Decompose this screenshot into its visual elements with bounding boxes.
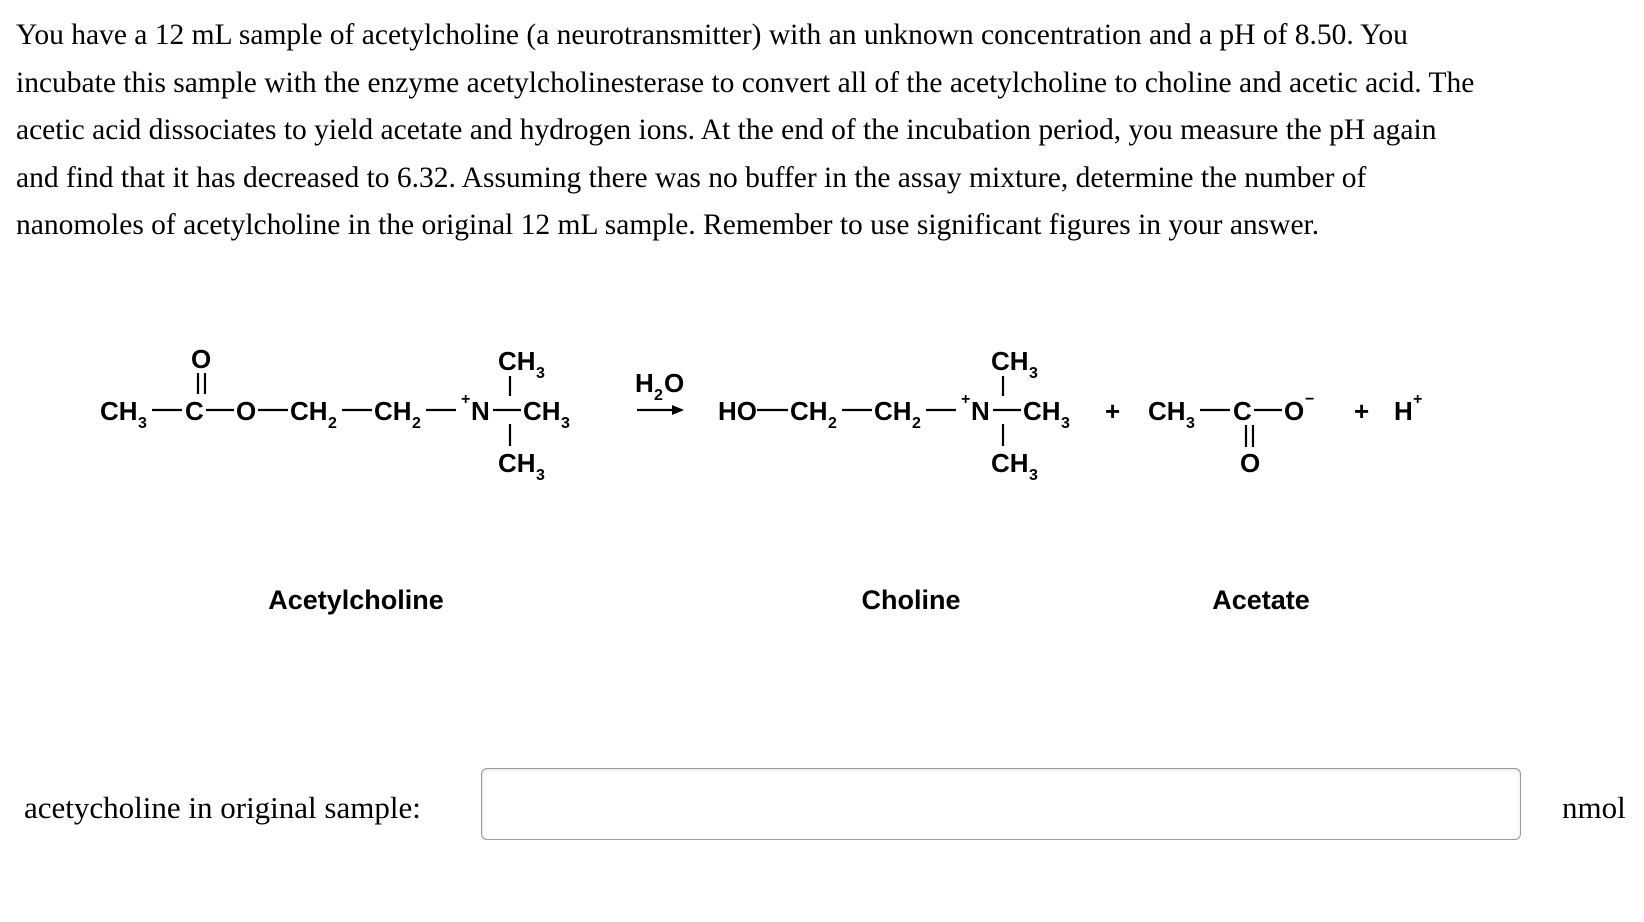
acetylcholine-structure [100, 344, 570, 484]
acetylcholine-label: Acetylcholine [268, 585, 444, 615]
choline-label: Choline [861, 585, 961, 615]
answer-unit: nmol [1562, 790, 1626, 825]
acetate-methyl: CH [1148, 396, 1186, 426]
acetate-carbon: C [1233, 396, 1252, 426]
acetate-label: Acetate [1212, 585, 1310, 615]
acetylcholine-nitrogen: N [471, 396, 490, 426]
acetate-carbonyl-o: O [1240, 448, 1261, 478]
svg-text:+: + [961, 391, 971, 408]
choline-nitrogen: N [971, 396, 990, 426]
svg-text:2: 2 [328, 415, 337, 432]
question-line: You have a 12 mL sample of acetylcholine (a neurotransmitter) with an unknown concentration and a pH of 8.50. You [16, 19, 1408, 51]
acetate-structure [1148, 391, 1314, 478]
svg-text:2: 2 [412, 415, 421, 432]
acetylcholine-ester-o: O [236, 396, 257, 426]
question-line: acetic acid dissociates to yield acetate and hydrogen ions. At the end of the incubation period, you measure the pH again [16, 114, 1437, 146]
svg-text:3: 3 [536, 365, 545, 382]
choline-structure [718, 346, 1070, 484]
question-line: nanomoles of acetylcholine in the original 12 mL sample. Remember to use significant figures in your answer. [16, 209, 1320, 241]
water-o: O [664, 368, 685, 398]
svg-text:3: 3 [1029, 365, 1038, 382]
svg-text:2: 2 [828, 415, 837, 432]
arrow-head-icon [672, 405, 684, 415]
svg-text:−: − [1305, 391, 1315, 408]
proton-h: H [1394, 396, 1413, 426]
question-line: incubate this sample with the enzyme acetylcholinesterase to convert all of the acetylcholine to choline and acetic acid. The [16, 66, 1475, 99]
choline-n-methyl-right: CH [1023, 396, 1061, 426]
svg-text:+: + [1413, 391, 1423, 408]
choline-ch2-b: CH [874, 396, 912, 426]
acetylcholine-carbonyl-o: O [191, 344, 212, 374]
question-text [16, 12, 1626, 250]
svg-text:3: 3 [536, 467, 545, 484]
svg-text:2: 2 [654, 387, 663, 404]
svg-text:+: + [461, 391, 471, 408]
svg-text:3: 3 [138, 415, 147, 432]
plus-sign: + [1105, 396, 1121, 426]
acetylcholine-n-methyl-bottom: CH [498, 448, 536, 478]
acetylcholine-n-methyl-top: CH [498, 346, 536, 376]
reaction-scheme [0, 330, 1644, 630]
svg-text:3: 3 [1186, 415, 1195, 432]
answer-input[interactable] [481, 768, 1521, 840]
acetylcholine-methyl-left: CH [100, 396, 138, 426]
choline-ho: HO [718, 396, 757, 426]
answer-label: acetycholine in original sample: [24, 790, 421, 825]
choline-n-methyl-top: CH [991, 346, 1029, 376]
svg-text:3: 3 [1029, 467, 1038, 484]
svg-text:3: 3 [1061, 415, 1070, 432]
acetylcholine-carbon: C [185, 396, 204, 426]
acetylcholine-ch2-a: CH [290, 396, 328, 426]
svg-text:2: 2 [912, 415, 921, 432]
plus-sign: + [1354, 396, 1370, 426]
question-line: and find that it has decreased to 6.32. Assuming there was no buffer in the assay mixture, determine the number of [16, 161, 1367, 194]
acetate-o-minus: O [1284, 396, 1305, 426]
svg-text:3: 3 [561, 415, 570, 432]
water-h: H [635, 368, 654, 398]
acetylcholine-n-methyl-right: CH [523, 396, 561, 426]
choline-ch2-a: CH [790, 396, 828, 426]
acetylcholine-ch2-b: CH [374, 396, 412, 426]
choline-n-methyl-bottom: CH [991, 448, 1029, 478]
reaction-arrow-group [635, 368, 684, 415]
